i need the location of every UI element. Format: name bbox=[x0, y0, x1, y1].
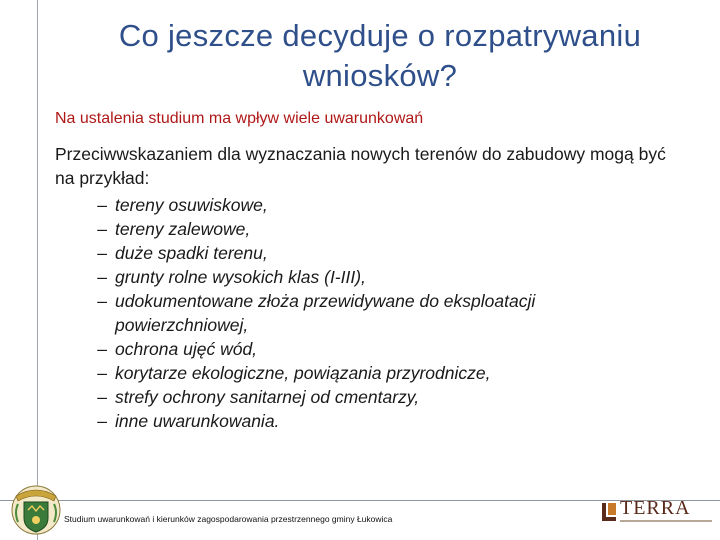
list-item bbox=[55, 385, 675, 409]
left-vertical-rule bbox=[37, 0, 38, 540]
intro-paragraph: Przeciwwskazaniem dla wyznaczania nowych terenów do zabudowy mogą być na przykład: bbox=[55, 144, 666, 188]
list-item-text: duże spadki terenu, bbox=[115, 243, 268, 263]
list-item-text: udokumentowane złoża przewidywane do eksploatacji powierzchniowej, bbox=[115, 291, 536, 335]
list-item bbox=[55, 193, 675, 217]
list-item-text: grunty rolne wysokich klas (I-III), bbox=[115, 267, 366, 287]
list-item bbox=[55, 361, 675, 385]
bullet-dash: – bbox=[97, 267, 107, 287]
conditions-list bbox=[55, 193, 675, 433]
slide-subtitle: Na ustalenia studium ma wpływ wiele uwarunkowań bbox=[55, 110, 424, 127]
list-item-text: strefy ochrony sanitarnej od cmentarzy, bbox=[115, 387, 420, 407]
list-item bbox=[55, 217, 675, 241]
bullet-dash: – bbox=[97, 219, 107, 239]
bullet-dash: – bbox=[97, 291, 107, 311]
slide-title: Co jeszcze decyduje o rozpatrywaniu wniosków? bbox=[118, 18, 642, 93]
bullet-dash: – bbox=[97, 411, 107, 431]
terra-logo-text: TERRA bbox=[620, 497, 691, 519]
bullet-dash: – bbox=[97, 243, 107, 263]
list-item-text: tereny zalewowe, bbox=[115, 219, 251, 239]
list-item bbox=[55, 289, 675, 337]
list-item-text: inne uwarunkowania. bbox=[115, 411, 280, 431]
bullet-dash: – bbox=[97, 387, 107, 407]
list-item-text: korytarze ekologiczne, powiązania przyrodnicze, bbox=[115, 363, 491, 383]
logo-underline bbox=[620, 520, 712, 522]
bullet-dash: – bbox=[97, 195, 107, 215]
gmina-emblem-icon bbox=[10, 482, 62, 536]
bullet-dash: – bbox=[97, 339, 107, 359]
footer-text: Studium uwarunkowań i kierunków zagospodarowania przestrzennego gminy Łukowica bbox=[64, 514, 393, 524]
list-item bbox=[55, 241, 675, 265]
list-item bbox=[55, 337, 675, 361]
list-item bbox=[55, 409, 675, 433]
list-item bbox=[55, 265, 675, 289]
bullet-dash: – bbox=[97, 363, 107, 383]
list-item-text: tereny osuwiskowe, bbox=[115, 195, 268, 215]
list-item-text: ochrona ujęć wód, bbox=[115, 339, 258, 359]
